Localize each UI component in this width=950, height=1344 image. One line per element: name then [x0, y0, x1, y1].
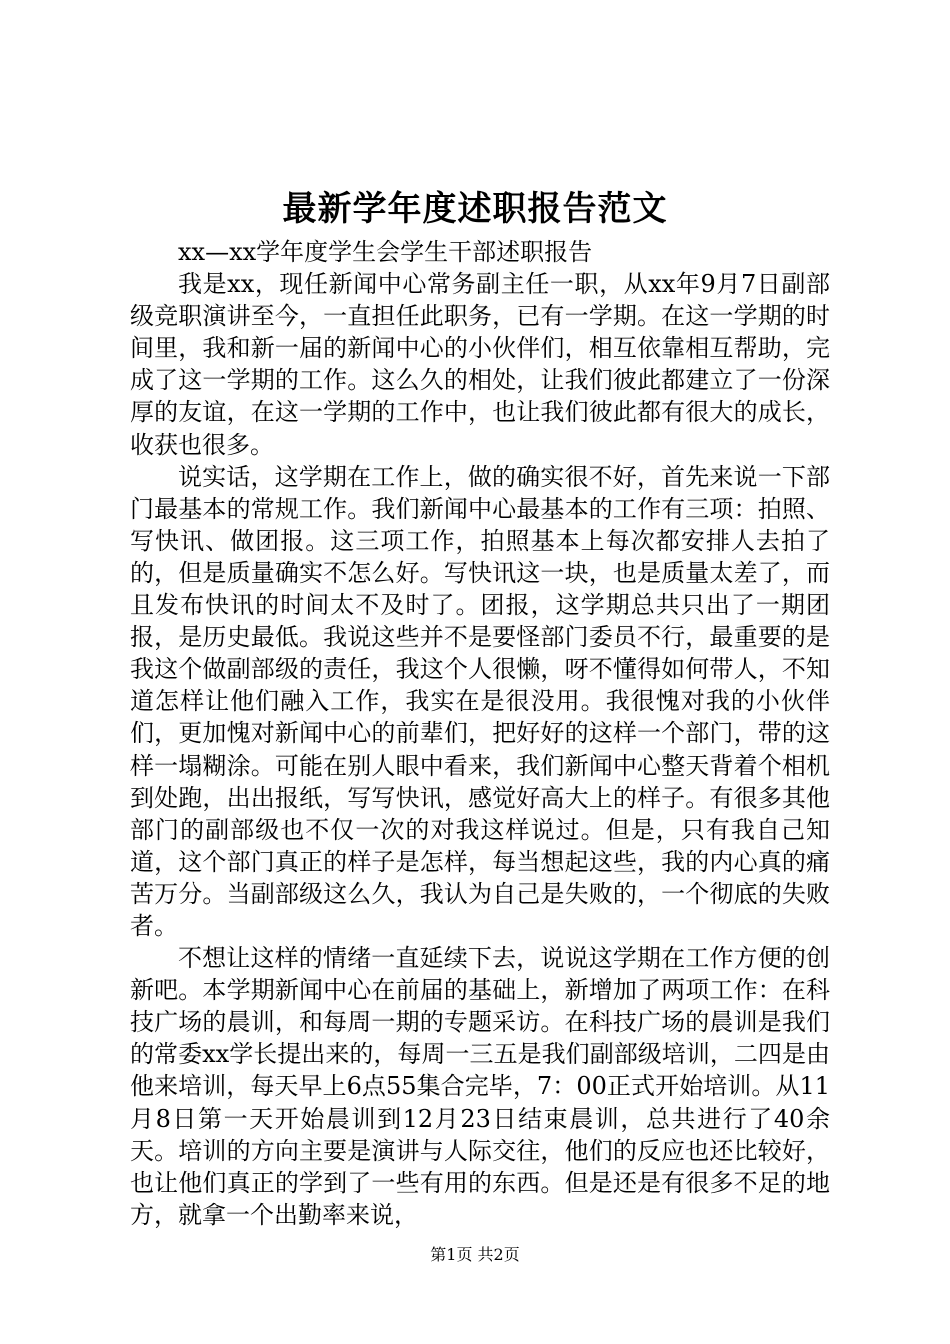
body-paragraph: 我是xx，现任新闻中心常务副主任一职，从xx年9月7日副部级竞职演讲至今，一直担任此职务，已有一学期。在这一学期的时间里，我和新一届的新闻中心的小伙伴们，相互依靠相互帮助，完成了这一学期的工作。这么久的相处，让我们彼此都建立了一份深厚的友谊，在这一学期的工作中，也让我们彼此都有很大的成长，收获也很多。 [130, 270, 830, 459]
document-title: 最新学年度述职报告范文 [282, 189, 668, 229]
body-paragraph: 说实话，这学期在工作上，做的确实很不好，首先来说一下部门最基本的常规工作。我们新闻中心最基本的工作有三项：拍照、写快讯、做团报。这三项工作，拍照基本上每次都安排人去拍了的，但是质量确实不怎么好。写快讯这一块，也是质量太差了，而且发布快讯的时间太不及时了。团报，这学期总共只出了一期团报，是历史最低。我说这些并不是要怪部门委员不行，最重要的是我这个做副部级的责任，我这个人很懒，呀不懂得如何带人，不知道怎样让他们融入工作，我实在是很没用。我很愧对我的小伙伴们，更加愧对新闻中心的前辈们，把好好的这样一个部门，带的这样一塌糊涂。可能在别人眼中看来，我们新闻中心整天背着个相机到处跑，出出报纸，写写快讯，感觉好高大上的样子。有很多其他部门的副部级也不仅一次的对我这样说过。但是，只有我自己知道，这个部门真正的样子是怎样，每当想起这些，我的内心真的痛苦万分。当副部级这么久，我认为自己是失败的，一个彻底的失败者。 [130, 462, 830, 940]
subtitle-paragraph: xx—xx学年度学生会学生干部述职报告 [178, 238, 593, 266]
body-paragraph: 不想让这样的情绪一直延续下去，说说这学期在工作方便的创新吧。本学期新闻中心在前届的基础上，新增加了两项工作：在科技广场的晨训，和每周一期的专题采访。在科技广场的晨训是我们的常委xx学长提出来的，每周一三五是我们副部级培训，二四是由他来培训，每天早上6点55集合完毕，7：00正式开始培训。从11月8日第一天开始晨训到12月23日结束晨训，总共进行了40余天。培训的方向主要是演讲与人际交往，他们的反应也还比较好，也让他们真正的学到了一些有用的东西。但是还是有很多不足的地方，就拿一个出勤率来说， [130, 944, 830, 1229]
document-body [130, 236, 830, 1231]
page-footer: 第1页 共2页 [430, 1245, 520, 1264]
